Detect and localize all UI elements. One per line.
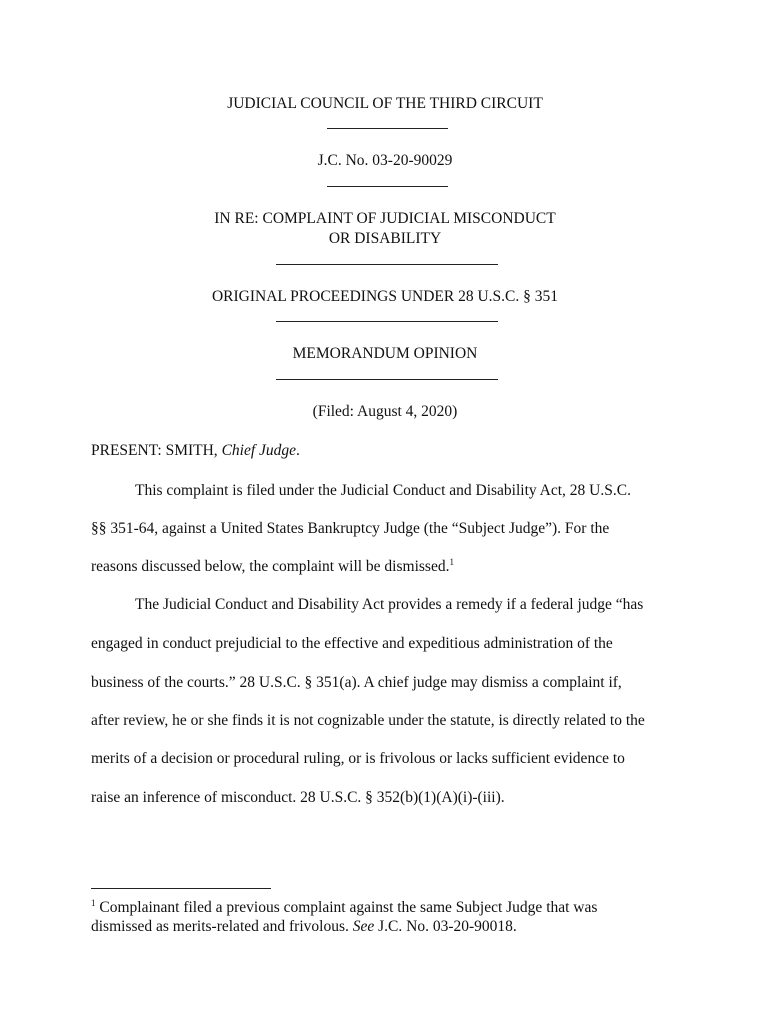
- footnote-text-2: dismissed as merits-related and frivolous.: [91, 918, 353, 935]
- paragraph-2-line-1: The Judicial Conduct and Disability Act provides a remedy if a federal judge “has: [135, 596, 644, 613]
- divider: [276, 264, 498, 265]
- council-heading: JUDICIAL COUNCIL OF THE THIRD CIRCUIT: [227, 95, 543, 112]
- paragraph-1-line-3: [91, 558, 691, 576]
- present-suffix: .: [296, 442, 300, 459]
- footnote-line-1: [91, 898, 691, 917]
- paragraph-2-line-6: raise an inference of misconduct. 28 U.S.C. § 352(b)(1)(A)(i)-(iii).: [91, 789, 505, 806]
- footnote-text-1: Complainant filed a previous complaint against the same Subject Judge that was: [95, 899, 598, 916]
- paragraph-2-line-4: after review, he or she finds it is not cognizable under the statute, is directly related to the: [91, 712, 645, 729]
- footnote-see: See: [352, 918, 375, 935]
- paragraph-1-line-2: §§ 351-64, against a United States Bankruptcy Judge (the “Subject Judge”). For the: [91, 520, 610, 537]
- paragraph-2-line-5: merits of a decision or procedural ruling, or is frivolous or lacks sufficient evidence to: [91, 750, 625, 767]
- paragraph-1-text: reasons discussed below, the complaint will be dismissed.: [91, 558, 450, 575]
- present-title: Chief Judge: [221, 442, 297, 459]
- footnote-separator: [91, 888, 271, 889]
- paragraph-1-line-1: This complaint is filed under the Judicial Conduct and Disability Act, 28 U.S.C.: [135, 482, 631, 499]
- paragraph-2-line-2: engaged in conduct prejudicial to the effective and expeditious administration of the: [91, 635, 613, 652]
- footnote-line-2: [91, 917, 691, 936]
- footnote: [91, 898, 691, 936]
- footnote-number: 1: [91, 897, 96, 908]
- footnote-reference[interactable]: 1: [449, 556, 454, 567]
- case-number: J.C. No. 03-20-90029: [317, 152, 453, 169]
- divider: [327, 128, 448, 129]
- divider: [327, 186, 448, 187]
- present-prefix: PRESENT: SMITH,: [91, 442, 222, 459]
- caption-line-2: OR DISABILITY: [328, 230, 442, 247]
- footnote-text-3: J.C. No. 03-20-90018.: [374, 918, 517, 935]
- caption-line-1: IN RE: COMPLAINT OF JUDICIAL MISCONDUCT: [214, 210, 556, 227]
- proceedings-heading: ORIGINAL PROCEEDINGS UNDER 28 U.S.C. § 351: [211, 288, 559, 305]
- paragraph-2-line-3: business of the courts.” 28 U.S.C. § 351(a). A chief judge may dismiss a complaint if,: [91, 674, 622, 691]
- document-type: MEMORANDUM OPINION: [292, 345, 478, 362]
- filed-date: (Filed: August 4, 2020): [312, 403, 458, 420]
- present-line: [91, 442, 691, 460]
- divider: [276, 321, 498, 322]
- divider: [276, 379, 498, 380]
